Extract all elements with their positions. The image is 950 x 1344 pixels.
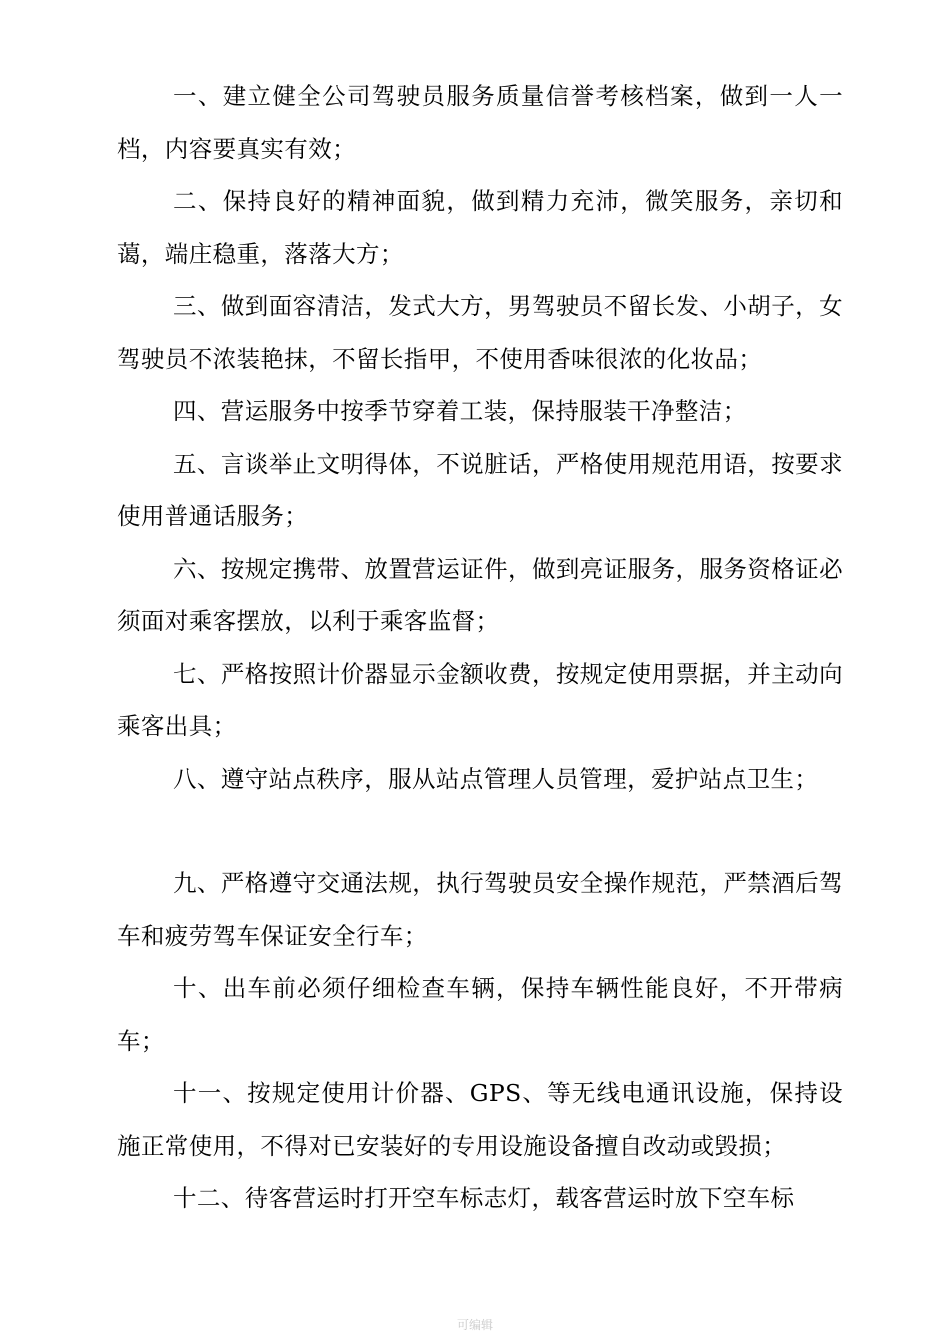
- clause-4: 四、营运服务中按季节穿着工装，保持服装干净整洁；: [173, 397, 747, 425]
- clause-1: 一、建立健全公司驾驶员服务质量信誉考核档案，做到一人一档，内容要真实有效；: [117, 82, 843, 163]
- clause-12: 十二、待客营运时打开空车标志灯，载客营运时放下空车标: [173, 1184, 795, 1212]
- clause-3: 三、做到面容清洁，发式大方，男驾驶员不留长发、小胡子，女驾驶员不浓装艳抹，不留长指甲，不使用香味很浓的化妆品；: [117, 292, 843, 373]
- blank-line: [117, 805, 843, 857]
- clause-11: 十一、按规定使用计价器、GPS、等无线电通讯设施，保持设施正常使用，不得对已安装好的专用设施设备擅自改动或毁损；: [117, 1079, 843, 1160]
- clause-9: 九、严格遵守交通法规，执行驾驶员安全操作规范，严禁酒后驾车和疲劳驾车保证安全行车；: [117, 869, 843, 950]
- editable-watermark: 可编辑: [456, 1318, 493, 1332]
- clause-6: 六、按规定携带、放置营运证件，做到亮证服务，服务资格证必须面对乘客摆放，以利于乘客监督；: [117, 554, 843, 635]
- clause-8: 八、遵守站点秩序，服从站点管理人员管理，爱护站点卫生；: [173, 764, 819, 793]
- clause-2: 二、保持良好的精神面貌，做到精力充沛，微笑服务，亲切和蔼，端庄稳重，落落大方；: [117, 187, 843, 268]
- document-body: [117, 70, 843, 1225]
- clause-10: 十、出车前必须仔细检查车辆，保持车辆性能良好，不开带病车；: [117, 974, 843, 1055]
- clause-7: 七、严格按照计价器显示金额收费，按规定使用票据，并主动向乘客出具；: [117, 659, 843, 740]
- clause-5: 五、言谈举止文明得体，不说脏话，严格使用规范用语，按要求使用普通话服务；: [117, 449, 843, 530]
